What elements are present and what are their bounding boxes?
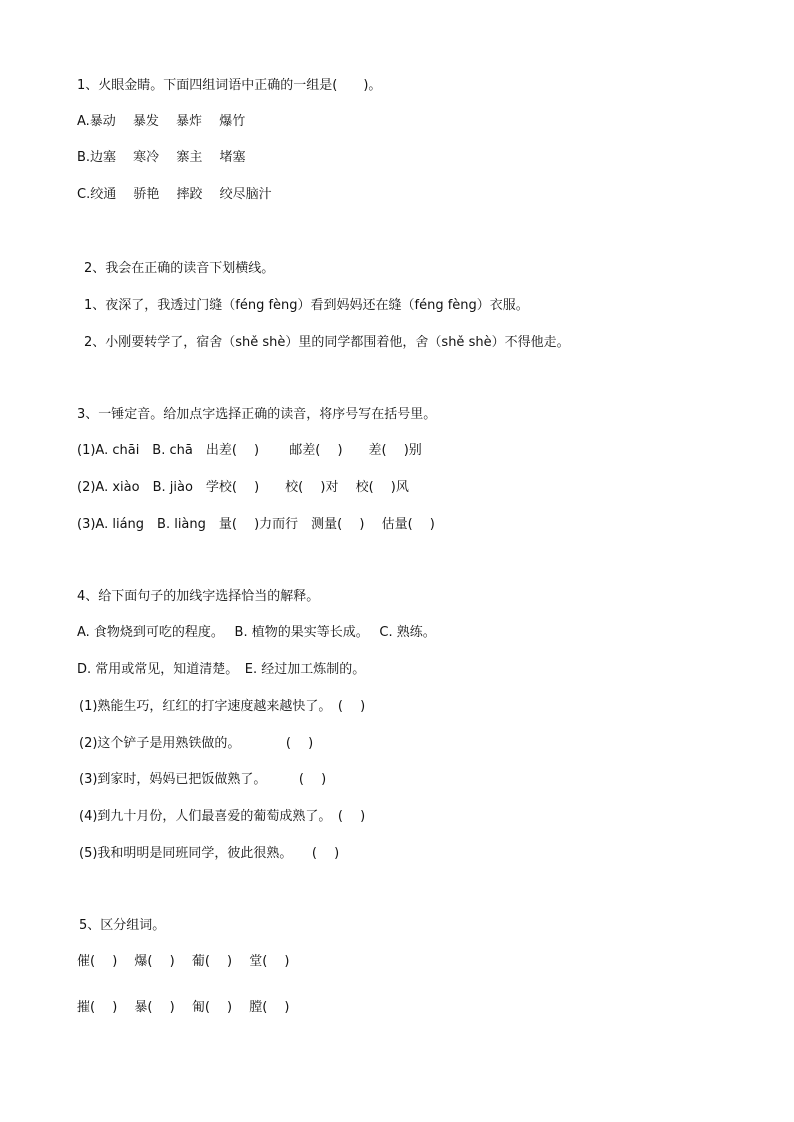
q4-option-abc: A. 食物烧到可吃的程度。 B. 植物的果实等长成。 C. 熟练。	[77, 625, 436, 640]
q4-item-5: (5)我和明明是同班同学，彼此很熟。 ( )	[79, 846, 340, 861]
q1-option-a: A.暴动 暴发 暴炸 爆竹	[77, 114, 246, 129]
q3-title: 3、一锤定音。给加点字选择正确的读音，将序号写在括号里。	[77, 407, 437, 422]
q5-row-2: 摧( ) 暴( ) 匍( ) 膛( )	[77, 1000, 290, 1015]
q1-option-c: C.绞通 骄艳 摔跤 绞尽脑汁	[77, 187, 272, 202]
q4-item-1: (1)熟能生巧，红红的打字速度越来越快了。 ( )	[79, 699, 366, 714]
q3-item-2: (2)A. xiào B. jiào 学校( ) 校( )对 校( )风	[77, 480, 409, 495]
q4-title: 4、给下面句子的加线字选择恰当的解释。	[77, 589, 320, 604]
q5-row-1: 催( ) 爆( ) 葡( ) 堂( )	[77, 954, 290, 969]
q4-item-2: (2)这个铲子是用熟铁做的。 ( )	[79, 736, 314, 751]
q4-item-4: (4)到九十月份，人们最喜爱的葡萄成熟了。 ( )	[79, 809, 366, 824]
q4-option-de: D. 常用或常见，知道清楚。 E. 经过加工炼制的。	[77, 662, 366, 677]
q2-item-1: 1、夜深了，我透过门缝（féng fèng）看到妈妈还在缝（féng fèng）衣服。	[84, 298, 529, 313]
q3-item-3: (3)A. liáng B. liàng 量( )力而行 测量( ) 估量( )	[77, 517, 435, 532]
q3-item-1: (1)A. chāi B. chā 出差( ) 邮差( ) 差( )别	[77, 443, 422, 458]
q5-title: 5、区分组词。	[79, 918, 166, 933]
q1-option-b: B.边塞 寒冷 寨主 堵塞	[77, 150, 246, 165]
q1-title: 1、火眼金睛。下面四组词语中正确的一组是( )。	[77, 78, 382, 93]
q2-item-2: 2、小刚要转学了，宿舍（shě shè）里的同学都围着他，舍（shě shè）不得他走。	[84, 335, 570, 350]
q4-item-3: (3)到家时，妈妈已把饭做熟了。 ( )	[79, 772, 327, 787]
q2-title: 2、我会在正确的读音下划横线。	[84, 261, 275, 276]
